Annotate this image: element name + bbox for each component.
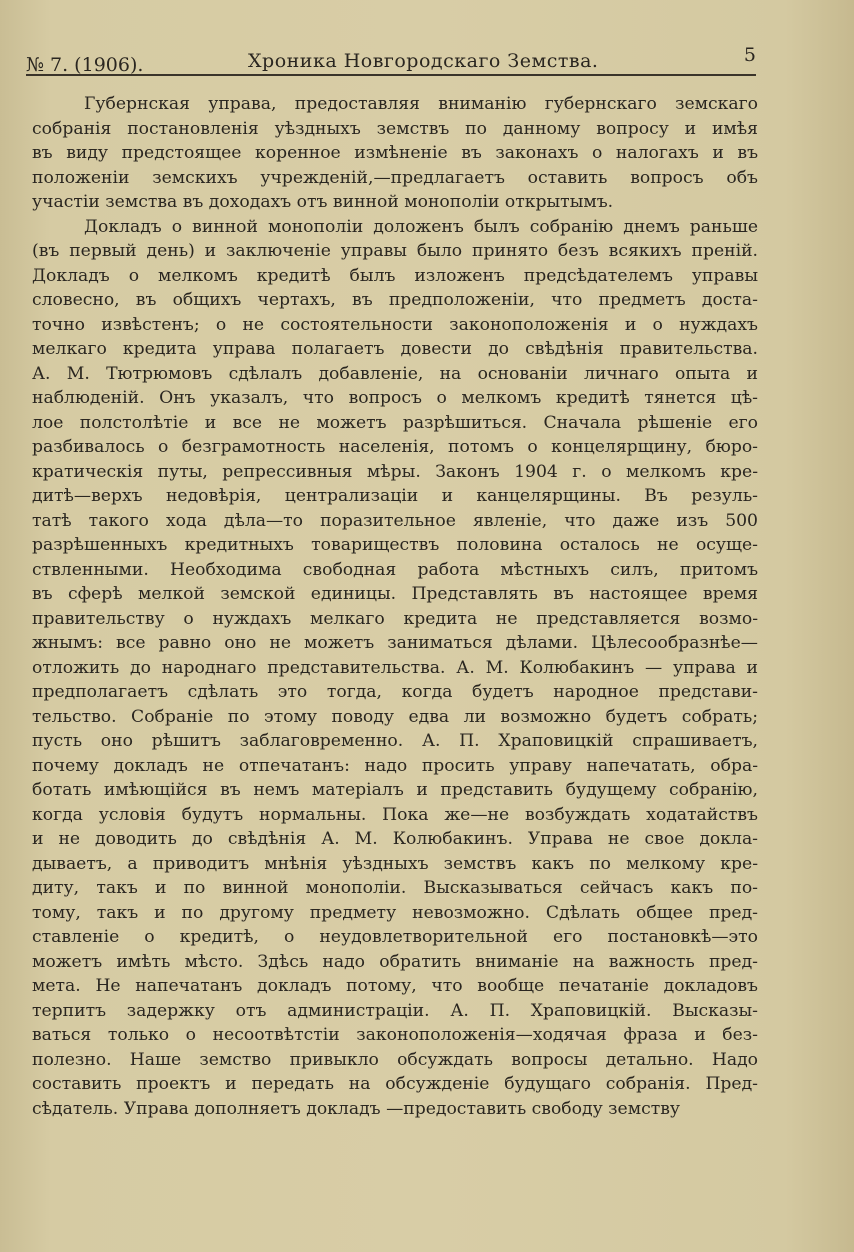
text-line: пусть оно рѣшитъ заблаговременно. А. П. Храповицкій спрашиваетъ, (32, 731, 758, 751)
text-line: лое полстолѣтіе и все не можетъ разрѣшиться. Сначала рѣшеніе его (32, 412, 758, 433)
text-line: Губернская управа, предоставляя вниманію губернскаго земскаго (84, 94, 758, 114)
body-text (32, 92, 758, 1121)
text-line: разбивалось о безграмотность населенія, потомъ о концелярщину, бюро- (32, 437, 758, 457)
page-number: 5 (743, 44, 756, 66)
text-line: и не доводить до свѣдѣнія А. М. Колюбакинъ. Управа не свое докла- (32, 829, 758, 849)
text-line: полезно. Наше земство привыкло обсуждать вопросы детально. Надо (32, 1049, 758, 1070)
text-line: дитѣ—верхъ недовѣрія, централизаціи и канцелярщины. Въ резуль- (32, 486, 758, 506)
text-line: мета. Не напечатанъ докладъ потому, что вообще печатаніе докладовъ (32, 976, 758, 996)
text-line: правительству о нуждахъ мелкаго кредита не представляется возмо- (32, 608, 758, 629)
text-line: Докладъ о винной монополіи доложенъ былъ собранію днемъ раньше (84, 216, 758, 237)
text-line: точно извѣстенъ; о не состоятельности законоположенія и о нуждахъ (32, 314, 758, 335)
text-line: собранія постановленія уѣздныхъ земствъ по данному вопросу и имѣя (32, 118, 758, 139)
text-line: ствленными. Необходима свободная работа мѣстныхъ силъ, притомъ (32, 559, 758, 580)
text-line: ставленіе о кредитѣ, о неудовлетворительной его постановкѣ—это (32, 927, 758, 947)
text-line: можетъ имѣть мѣсто. Здѣсь надо обратить вниманіе на важность пред- (32, 951, 758, 972)
header-rule (26, 74, 756, 76)
text-line: въ виду предстоящее коренное измѣненіе въ законахъ о налогахъ и въ (32, 143, 758, 163)
text-line: татѣ такого хода дѣла—то поразительное явленіе, что даже изъ 500 (32, 510, 758, 531)
text-line: ваться только о несоотвѣтстіи законоположенія—ходячая фраза и без- (32, 1025, 758, 1045)
text-line: мелкаго кредита управа полагаетъ довести до свѣдѣнія правительства. (32, 339, 758, 359)
text-line: Докладъ о мелкомъ кредитѣ былъ изложенъ предсѣдателемъ управы (32, 265, 758, 286)
text-line: составить проектъ и передать на обсужденіе будущаго собранія. Пред- (32, 1074, 758, 1094)
text-line: диту, такъ и по винной монополіи. Высказываться сейчасъ какъ по- (32, 878, 758, 898)
text-line: наблюденій. Онъ указалъ, что вопросъ о мелкомъ кредитѣ тянется цѣ- (32, 388, 758, 408)
text-line: почему докладъ не отпечатанъ: надо просить управу напечатать, обра- (32, 755, 758, 776)
text-line: жнымъ: все равно оно не можетъ заниматься дѣлами. Цѣлесообразнѣе— (32, 633, 758, 653)
text-line: сѣдатель. Управа дополняетъ докладъ —предоставить свободу земству (32, 1098, 680, 1119)
text-line: ботать имѣющійся въ немъ матеріалъ и представить будущему собранію, (32, 780, 758, 800)
text-line: отложить до народнаго представительства. А. М. Колюбакинъ — управа и (32, 657, 758, 678)
text-line: когда условія будутъ нормальны. Пока же—не возбуждать ходатайствъ (32, 804, 758, 825)
text-line: въ сферѣ мелкой земской единицы. Представлять въ настоящее время (32, 584, 758, 604)
text-line: словесно, въ общихъ чертахъ, въ предположеніи, что предметъ доста- (32, 290, 758, 310)
issue-number: № 7. (1906). (26, 54, 144, 76)
text-line: кратическія путы, репрессивныя мѣры. Законъ 1904 г. о мелкомъ кре- (32, 461, 758, 482)
text-line: А. М. Тютрюмовъ сдѣлалъ добавленіе, на основаніи личнаго опыта и (32, 363, 758, 384)
text-line: тельство. Собраніе по этому поводу едва ли возможно будетъ собрать; (32, 706, 758, 727)
text-line: терпитъ задержку отъ администраціи. А. П. Храповицкій. Высказы- (32, 1000, 758, 1021)
text-line: предполагаетъ сдѣлать это тогда, когда будетъ народное представи- (32, 682, 758, 702)
text-line: положеніи земскихъ учрежденій,—предлагаетъ оставить вопросъ объ (32, 167, 758, 188)
text-line: тому, такъ и по другому предмету невозможно. Сдѣлать общее пред- (32, 902, 758, 923)
text-line: участіи земства въ доходахъ отъ винной монополіи открытымъ. (32, 192, 614, 212)
text-line: разрѣшенныхъ кредитныхъ товариществъ половина осталось не осуще- (32, 535, 758, 555)
text-line: дываетъ, а приводитъ мнѣнія уѣздныхъ земствъ какъ по мелкому кре- (32, 853, 758, 874)
journal-title: Хроника Новгородскаго Земства. (248, 50, 599, 72)
running-header (26, 44, 756, 74)
text-line: (въ первый день) и заключеніе управы было принято безъ всякихъ преній. (32, 241, 758, 261)
